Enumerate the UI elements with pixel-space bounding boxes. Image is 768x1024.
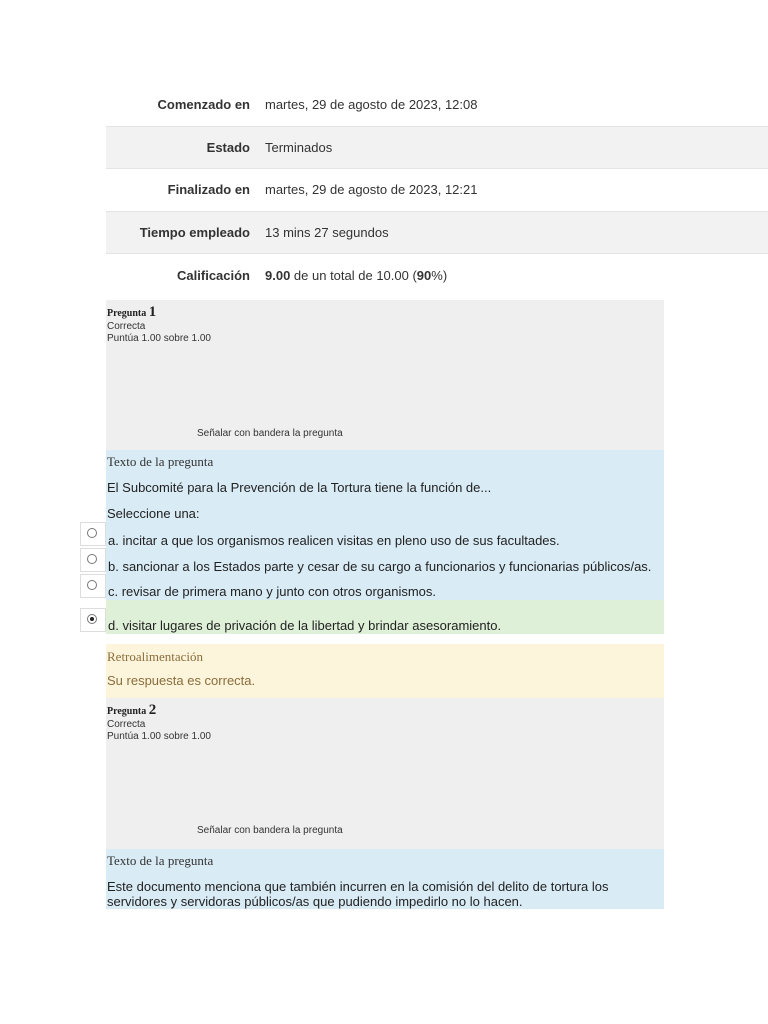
answer-option-label: d. visitar lugares de privación de la libertad y brindar asesoramiento. <box>108 618 502 633</box>
feedback-box <box>106 644 664 698</box>
attempt-summary-table <box>106 84 768 296</box>
summary-label: Comenzado en <box>157 97 250 113</box>
summary-label: Tiempo empleado <box>139 225 250 241</box>
question-2-info <box>106 698 664 849</box>
answer-option-c[interactable] <box>106 583 664 601</box>
summary-label: Finalizado en <box>167 182 250 198</box>
answer-option-d-selected[interactable] <box>106 600 664 634</box>
summary-row-finished <box>106 169 768 211</box>
question-number <box>107 702 156 719</box>
feedback-text: Su respuesta es correcta. <box>107 673 256 688</box>
question-2-content <box>106 849 664 909</box>
question-state: Correcta <box>107 321 146 332</box>
radio-option-b[interactable] <box>80 548 106 572</box>
question-text-line-1: Este documento menciona que también incurren en la comisión del delito de tortura los <box>107 879 609 894</box>
summary-row-started <box>106 84 768 126</box>
summary-label: Calificación <box>177 267 250 283</box>
flag-question-link[interactable]: Señalar con bandera la pregunta <box>197 825 343 836</box>
summary-value: Terminados <box>265 139 333 155</box>
radio-option-c[interactable] <box>80 574 106 598</box>
radio-circle <box>87 554 97 564</box>
question-grade: Puntúa 1.00 sobre 1.00 <box>107 333 211 344</box>
radio-option-d[interactable] <box>80 608 106 632</box>
summary-row-state <box>106 126 768 170</box>
summary-label: Estado <box>206 139 250 155</box>
radio-circle <box>87 580 97 590</box>
answer-option-label: c. revisar de primera mano y junto con otros organismos. <box>108 584 437 599</box>
question-grade: Puntúa 1.00 sobre 1.00 <box>107 731 211 742</box>
answer-option-label: b. sancionar a los Estados parte y cesar de su cargo a funcionarios y funcionarias públicos/as. <box>108 559 652 574</box>
flag-question-link[interactable]: Señalar con bandera la pregunta <box>197 428 343 439</box>
question-label: Pregunta <box>107 308 147 319</box>
answer-option-b[interactable] <box>106 557 664 579</box>
question-number-value: 2 <box>148 702 157 718</box>
question-1-content <box>106 450 664 634</box>
radio-circle-checked <box>87 614 97 624</box>
question-state: Correcta <box>107 719 146 730</box>
grade-total: de un total de 10.00 ( <box>290 267 417 283</box>
question-number <box>107 304 156 321</box>
radio-circle <box>87 528 97 538</box>
answer-prompt: Seleccione una: <box>107 506 200 521</box>
question-number-value: 1 <box>148 304 157 320</box>
answer-option-label: a. incitar a que los organismos realicen visitas en pleno uso de sus facultades. <box>108 533 560 548</box>
summary-grade-value <box>265 268 447 283</box>
grade-percent: 90 <box>416 267 432 283</box>
grade-end: %) <box>431 267 448 283</box>
summary-value: martes, 29 de agosto de 2023, 12:21 <box>265 182 478 198</box>
summary-row-time-taken <box>106 211 768 255</box>
summary-row-grade <box>106 254 768 296</box>
summary-value: martes, 29 de agosto de 2023, 12:08 <box>265 97 478 113</box>
radio-option-a[interactable] <box>80 522 106 546</box>
grade-score: 9.00 <box>265 267 291 283</box>
question-label: Pregunta <box>107 706 147 717</box>
feedback-heading: Retroalimentación <box>107 649 204 664</box>
answer-option-a[interactable] <box>106 531 664 553</box>
summary-value: 13 mins 27 segundos <box>265 225 389 241</box>
question-text-line-2: servidores y servidoras públicos/as que pudiendo impedirlo no lo hacen. <box>107 894 523 909</box>
question-text: El Subcomité para la Prevención de la Tortura tiene la función de... <box>107 480 492 495</box>
question-1-info <box>106 300 664 450</box>
question-text-heading: Texto de la pregunta <box>107 853 214 868</box>
question-text-heading: Texto de la pregunta <box>107 454 214 469</box>
